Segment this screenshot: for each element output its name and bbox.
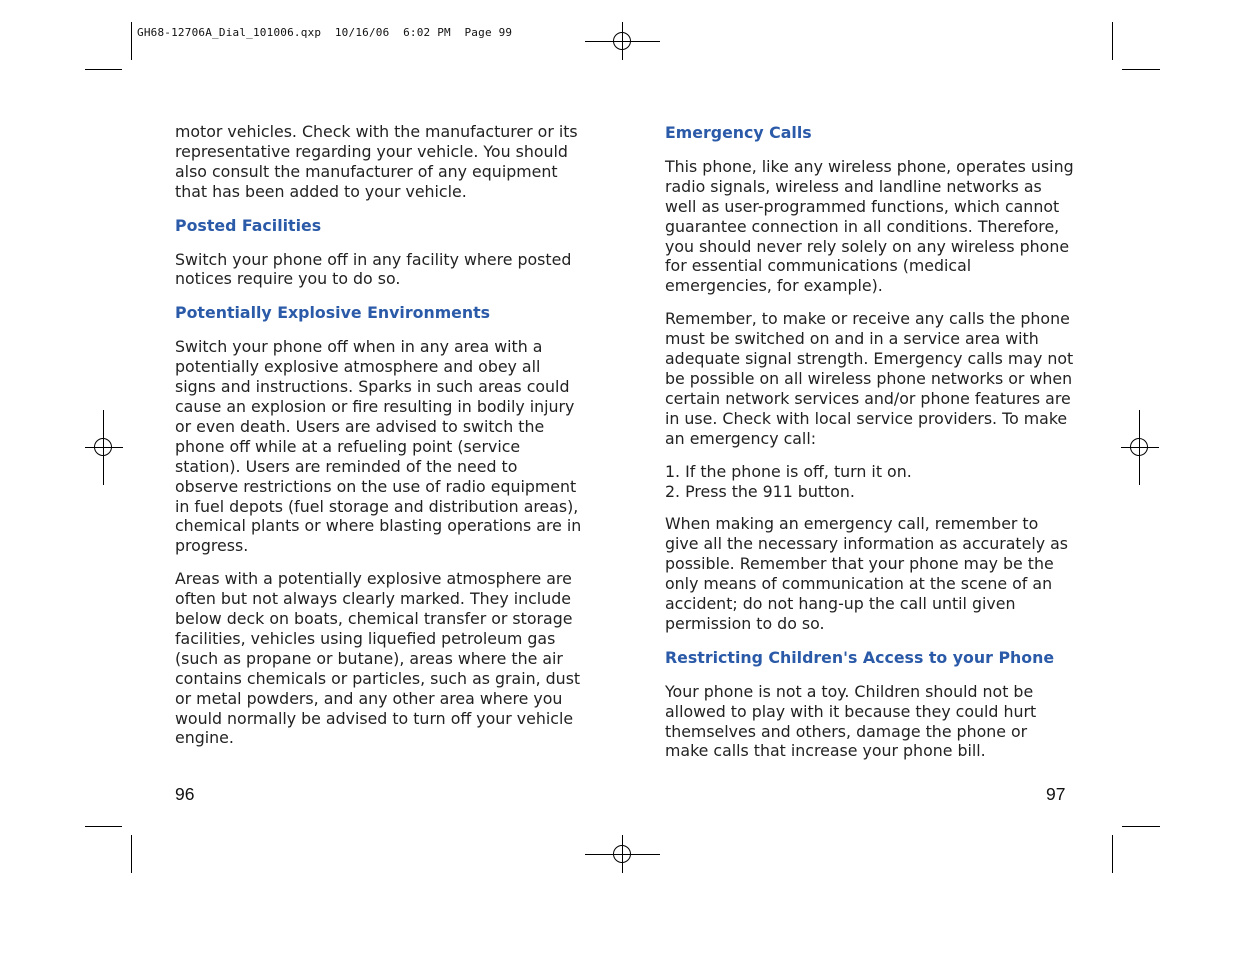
printer-slug: GH68-12706A_Dial_101006.qxp 10/16/06 6:02 PM Page 99 — [137, 26, 513, 39]
explosive-environments-heading: Potentially Explosive Environments — [175, 303, 491, 323]
left-page-column — [175, 122, 585, 748]
crop-mark — [1112, 22, 1113, 60]
explosive-environments-paragraph: Areas with a potentially explosive atmosphere are often but not always clearly marked. They include below deck on boats, chemical transfer or storage facilities, vehicles using liquefied petroleum gas (such as propane or butane), areas where the air contains chemicals or particles, such as grain, dust or metal powders, and any other area where you would normally be advised to turn off your vehicle engine. — [175, 569, 581, 748]
registration-target-icon — [1130, 438, 1148, 456]
explosive-environments-paragraph: Switch your phone off when in any area with a potentially explosive atmosphere and obey all signs and instructions. Sparks in such areas could cause an explosion or fire resulting in bodily injury or even death. Users are advised to switch the phone off while at a refueling point (service station). Users are reminded of the need to observe restrictions on the use of radio equipment in fuel depots (fuel storage and distribution areas), chemical plants or where blasting operations are in progress. — [175, 337, 582, 556]
registration-target-icon — [94, 438, 112, 456]
emergency-calls-paragraph: When making an emergency call, remember to give all the necessary information as accurately as possible. Remember that your phone may be the only means of communication at the scene of an accident; do not hang-up the call until given permission to do so. — [665, 514, 1069, 633]
posted-facilities-text: Switch your phone off in any facility where posted notices require you to do so. — [175, 249, 572, 289]
right-page-column — [665, 123, 1075, 761]
emergency-step: 2. Press the 911 button. — [665, 481, 855, 501]
crop-mark — [85, 826, 122, 827]
emergency-calls-paragraph: Remember, to make or receive any calls the phone must be switched on and in a service area with adequate signal strength. Emergency calls may not be possible on all wireless phone networks or when certain network services and/or phone features are in use. Check with local service providers. To make an emergency call: — [665, 309, 1074, 448]
crop-mark — [131, 835, 132, 873]
crop-mark — [1122, 826, 1160, 827]
crop-mark — [1112, 835, 1113, 873]
emergency-step: 1. If the phone is off, turn it on. — [665, 461, 912, 481]
page-number-left: 96 — [175, 784, 195, 804]
crop-mark — [85, 69, 122, 70]
posted-facilities-heading: Posted Facilities — [175, 215, 322, 235]
crop-mark — [1122, 69, 1160, 70]
registration-target-icon — [613, 845, 631, 863]
intro-paragraph: motor vehicles. Check with the manufacturer or its representative regarding your vehicle. You should also consult the manufacturer of any equipment that has been added to your vehicle. — [175, 122, 578, 201]
registration-target-icon — [613, 32, 631, 50]
childrens-access-text: Your phone is not a toy. Children should not be allowed to play with it because they could hurt themselves and others, damage the phone or make calls that increase your phone bill. — [665, 681, 1037, 761]
childrens-access-heading: Restricting Children's Access to your Phone — [665, 647, 1055, 667]
crop-mark — [131, 22, 132, 60]
emergency-calls-heading: Emergency Calls — [665, 123, 812, 142]
page-number-right: 97 — [1046, 784, 1066, 804]
emergency-calls-paragraph: This phone, like any wireless phone, operates using radio signals, wireless and landline networks as well as user-programmed functions, which cannot guarantee connection in all conditions. Therefore, you should never rely solely on any wireless phone for essential communications (medical emergencies, for example). — [665, 156, 1074, 296]
